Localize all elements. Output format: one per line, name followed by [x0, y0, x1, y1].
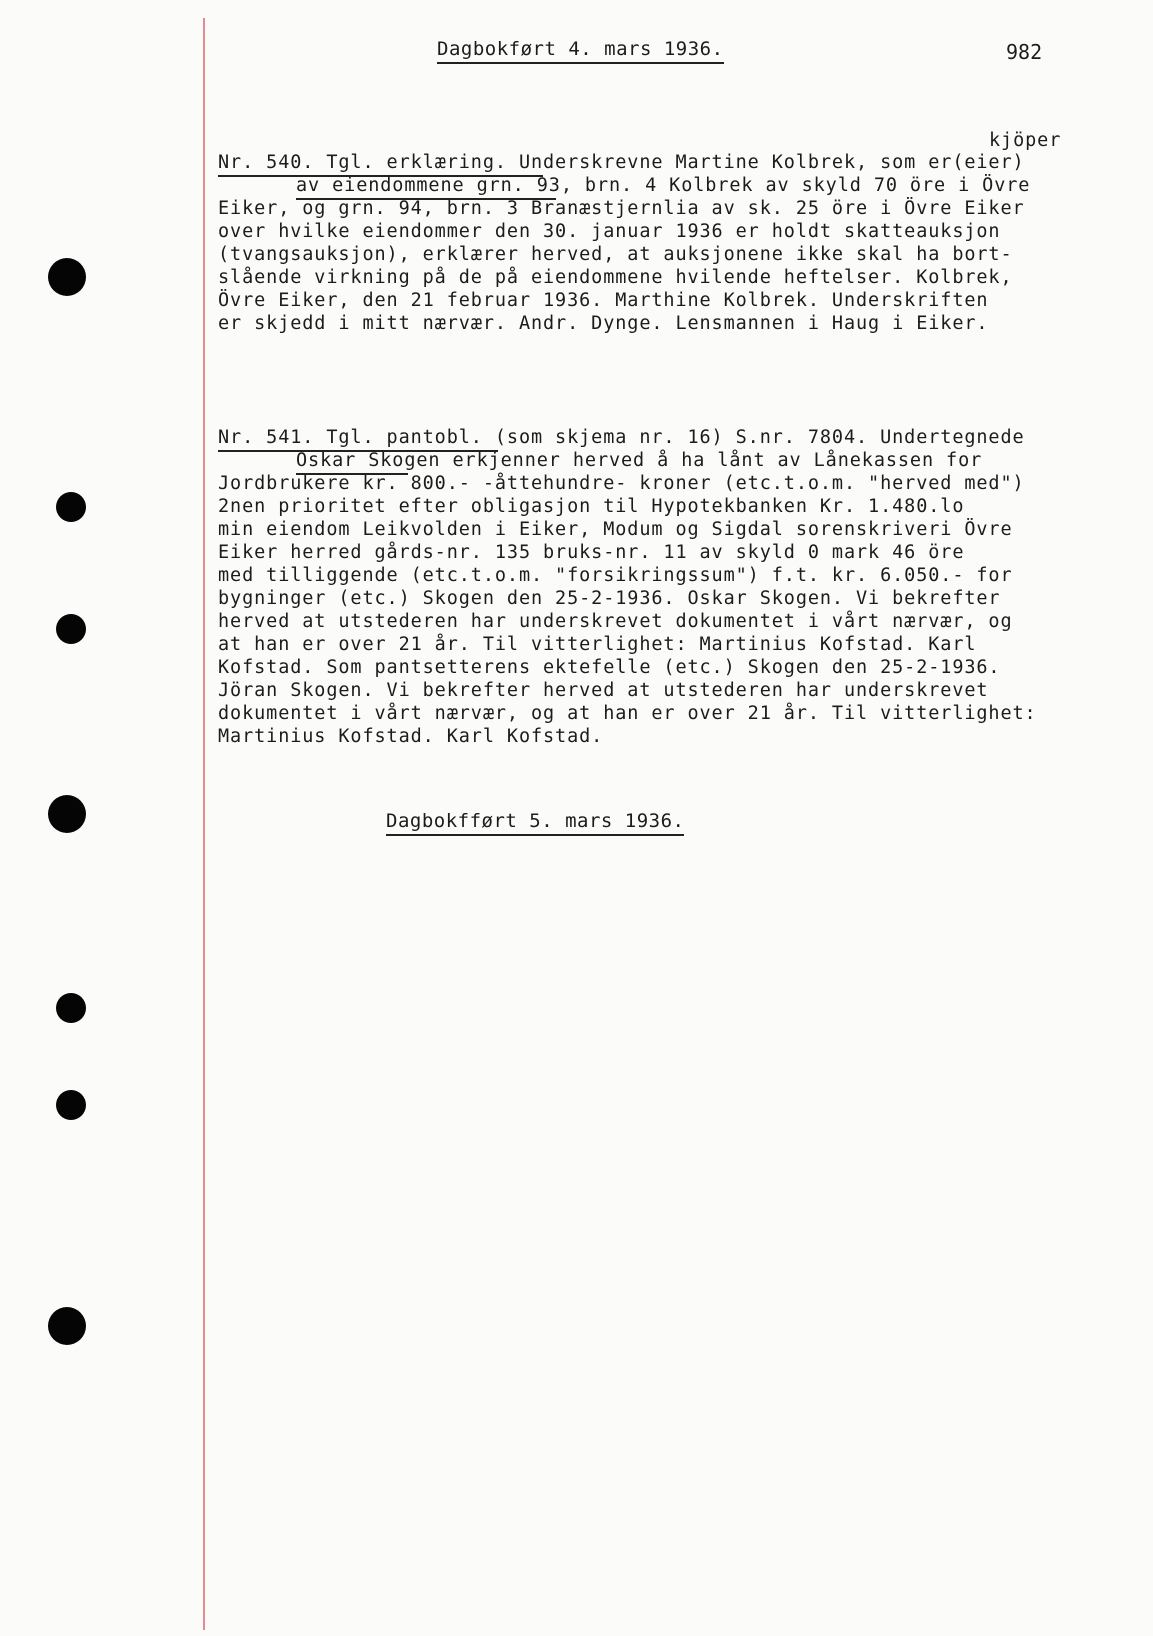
punch-hole: [48, 795, 86, 833]
text-line: Nr. 541. Tgl. pantobl. (som skjema nr. 16) S.nr. 7804. Undertegnede: [218, 427, 1025, 448]
text-line: Nr. 540. Tgl. erklæring. Underskrevne Martine Kolbrek, som er(eier): [218, 152, 1025, 173]
text-line: 2nen prioritet efter obligasjon til Hypotekbanken Kr. 1.480.lo: [218, 496, 965, 517]
punch-hole: [56, 1090, 86, 1120]
text-line: at han er over 21 år. Til vitterlighet: Martinius Kofstad. Karl: [218, 634, 977, 655]
text-line: Martinius Kofstad. Karl Kofstad.: [218, 726, 604, 747]
text-line: Oskar Skogen erkjenner herved å ha lånt av Lånekassen for: [296, 450, 983, 471]
punch-hole: [48, 1307, 86, 1345]
inserted-word: kjöper: [989, 130, 1062, 151]
dagbok-date-top: Dagbokført 4. mars 1936.: [437, 38, 724, 60]
text-line: av eiendommene grn. 93, brn. 4 Kolbrek av skyld 70 öre i Övre: [296, 175, 1031, 196]
punch-hole: [56, 993, 86, 1023]
margin-rule: [203, 18, 205, 1630]
text-line: bygninger (etc.) Skogen den 25-2-1936. Oskar Skogen. Vi bekrefter: [218, 588, 1001, 609]
punch-hole: [56, 492, 86, 522]
text-line: er skjedd i mitt nærvær. Andr. Dynge. Lensmannen i Haug i Eiker.: [218, 313, 989, 334]
text-line: slående virkning på de på eiendommene hvilende heftelser. Kolbrek,: [218, 267, 1013, 288]
text-line: Eiker herred gårds-nr. 135 bruks-nr. 11 av skyld 0 mark 46 öre: [218, 542, 965, 563]
punch-hole: [48, 258, 86, 296]
dagbok-date-bottom: Dagbokfført 5. mars 1936.: [386, 810, 684, 832]
text-line: Jöran Skogen. Vi bekrefter herved at utstederen har underskrevet: [218, 680, 989, 701]
punch-hole: [56, 614, 86, 644]
text-line: Jordbrukere kr. 800.- -åttehundre- kroner (etc.t.o.m. "herved med"): [218, 473, 1025, 494]
text-line: Kofstad. Som pantsetterens ektefelle (etc.) Skogen den 25-2-1936.: [218, 657, 1001, 678]
text-line: dokumentet i vårt nærvær, og at han er over 21 år. Til vitterlighet:: [218, 703, 1037, 724]
text-line: (tvangsauksjon), erklærer herved, at auksjonene ikke skal ha bort-: [218, 244, 1013, 265]
text-line: herved at utstederen har underskrevet dokumentet i vårt nærvær, og: [218, 611, 1013, 632]
text-line: min eiendom Leikvolden i Eiker, Modum og Sigdal sorenskriveri Övre: [218, 519, 1013, 540]
text-line: Eiker, og grn. 94, brn. 3 Branæstjernlia av sk. 25 öre i Övre Eiker: [218, 198, 1025, 219]
text-line: over hvilke eiendommer den 30. januar 1936 er holdt skatteauksjon: [218, 221, 1001, 242]
text-line: Övre Eiker, den 21 februar 1936. Marthine Kolbrek. Underskriften: [218, 290, 989, 311]
page-number: 982: [1006, 40, 1043, 64]
text-line: med tilliggende (etc.t.o.m. "forsikringssum") f.t. kr. 6.050.- for: [218, 565, 1013, 586]
